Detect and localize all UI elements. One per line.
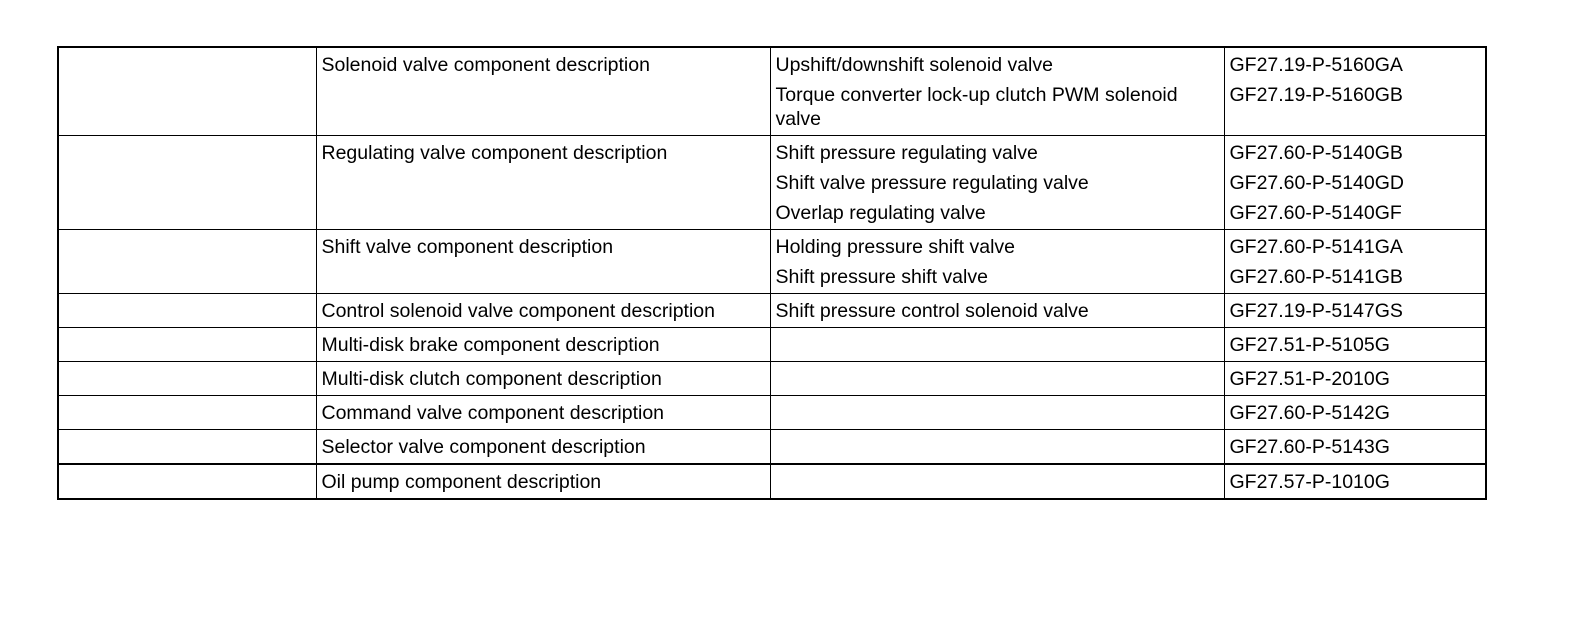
reference-cell: GF27.60-P-5141GB [1224,263,1486,294]
reference-cell: GF27.19-P-5160GA [1224,47,1486,81]
component-cell [316,169,770,199]
group-cell [58,294,316,328]
group-cell [58,136,316,170]
component-cell: Selector valve component description [316,430,770,465]
component-cell: Multi-disk brake component description [316,328,770,362]
reference-cell: GF27.60-P-5142G [1224,396,1486,430]
group-cell [58,430,316,465]
table-row [58,430,1486,465]
component-reference-table [57,46,1487,500]
component-cell: Multi-disk clutch component description [316,362,770,396]
component-cell: Solenoid valve component description [316,47,770,81]
item-cell [770,396,1224,430]
item-cell: Overlap regulating valve [770,199,1224,230]
table-row [58,169,1486,199]
table-row [58,199,1486,230]
item-cell: Shift pressure shift valve [770,263,1224,294]
component-cell: Command valve component description [316,396,770,430]
group-cell [58,199,316,230]
component-cell [316,81,770,136]
item-cell [770,464,1224,499]
reference-cell: GF27.60-P-5140GF [1224,199,1486,230]
reference-cell: GF27.51-P-5105G [1224,328,1486,362]
table-row [58,47,1486,81]
group-cell [58,169,316,199]
table-row [58,230,1486,264]
component-cell: Shift valve component description [316,230,770,264]
component-cell: Oil pump component description [316,464,770,499]
table-row [58,464,1486,499]
reference-cell: GF27.19-P-5160GB [1224,81,1486,136]
item-cell [770,328,1224,362]
table-row [58,136,1486,170]
item-cell [770,430,1224,465]
table-row [58,81,1486,136]
item-cell: Torque converter lock-up clutch PWM solenoid valve [770,81,1224,136]
group-cell [58,328,316,362]
table-row [58,263,1486,294]
reference-cell: GF27.19-P-5147GS [1224,294,1486,328]
group-cell [58,230,316,264]
group-cell [58,263,316,294]
table-row [58,396,1486,430]
group-cell [58,362,316,396]
item-cell: Upshift/downshift solenoid valve [770,47,1224,81]
item-cell: Shift valve pressure regulating valve [770,169,1224,199]
component-cell [316,199,770,230]
item-cell: Holding pressure shift valve [770,230,1224,264]
table-row [58,294,1486,328]
reference-cell: GF27.60-P-5140GD [1224,169,1486,199]
group-cell [58,81,316,136]
reference-cell: GF27.60-P-5143G [1224,430,1486,465]
group-cell [58,396,316,430]
item-cell: Shift pressure control solenoid valve [770,294,1224,328]
item-cell: Shift pressure regulating valve [770,136,1224,170]
group-cell [58,47,316,81]
reference-cell: GF27.57-P-1010G [1224,464,1486,499]
group-cell [58,464,316,499]
reference-cell: GF27.60-P-5140GB [1224,136,1486,170]
item-cell [770,362,1224,396]
reference-cell: GF27.60-P-5141GA [1224,230,1486,264]
component-cell: Regulating valve component description [316,136,770,170]
component-cell: Control solenoid valve component description [316,294,770,328]
component-cell [316,263,770,294]
table-row [58,328,1486,362]
table-row [58,362,1486,396]
reference-cell: GF27.51-P-2010G [1224,362,1486,396]
